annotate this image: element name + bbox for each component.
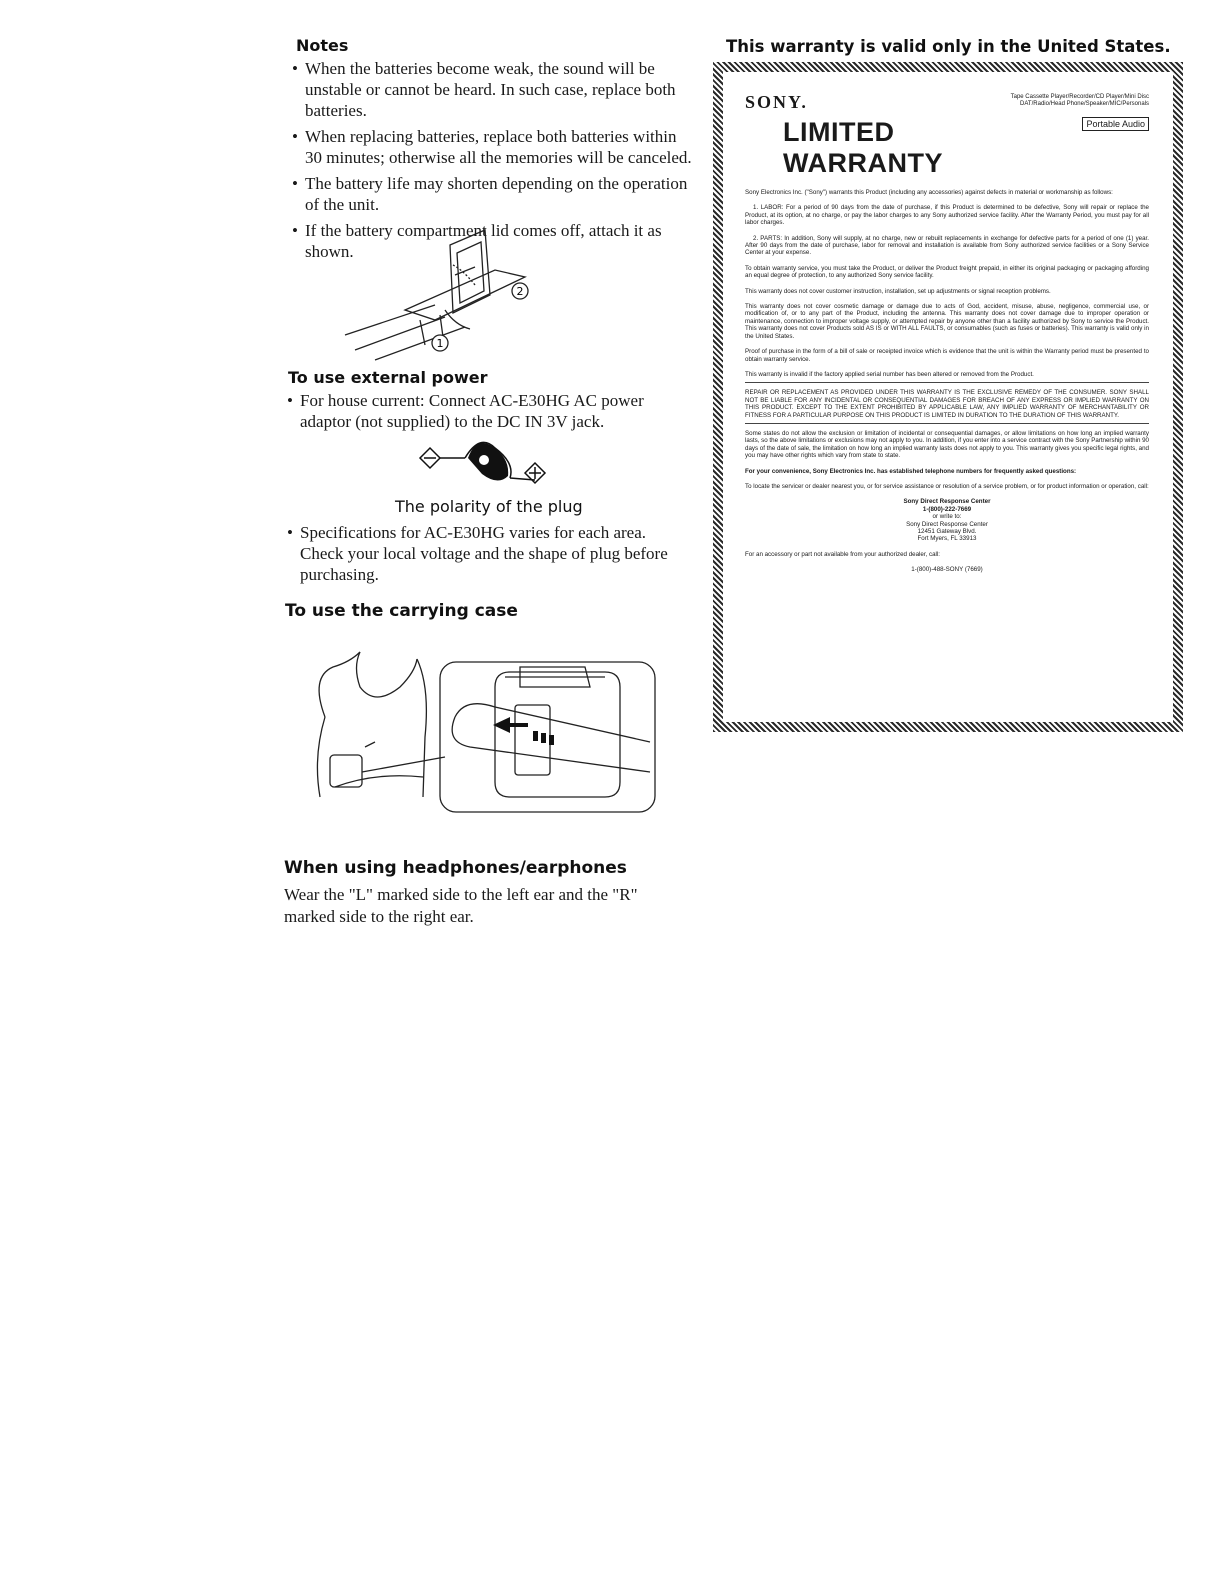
response-center-address: [745, 498, 1149, 542]
warranty-labor: 1. LABOR: For a period of 90 days from the date of purchase, if this Product is determined to be defective, Sony will repair or replace the Product, at its option, at no charge, or pay the labor charges to any Sony authorized service facility. After the Warranty Period, you must pay for all labor charges.: [745, 204, 1149, 227]
callout-2: 2: [516, 285, 524, 298]
center-phone: 1-(800)-222-7669: [922, 505, 972, 513]
external-power-heading: To use external power: [288, 368, 488, 387]
divider: [745, 382, 1149, 383]
headphones-text-1: Wear the "L" marked side to the left ear and the "R": [284, 885, 638, 904]
polarity-plug-icon: [410, 428, 555, 498]
carrying-case-illustration: [305, 647, 665, 822]
address-line-2: 12451 Gateway Blvd.: [917, 528, 977, 535]
warranty-locate: To locate the servicer or dealer nearest you, or for service assistance or resolution of a service problem, or for product information or operation, call:: [745, 482, 1149, 490]
center-name: Sony Direct Response Center: [903, 498, 991, 506]
sony-logo: SONY.: [745, 92, 808, 112]
note-item: • The battery life may shorten depending on the operation of the unit.: [288, 173, 693, 215]
spec-item: • Specifications for AC-E30HG varies for each area. Check your local voltage and the shape of plug before purchasing.: [283, 522, 693, 585]
warranty-remedy: REPAIR OR REPLACEMENT AS PROVIDED UNDER THIS WARRANTY IS THE EXCLUSIVE REMEDY OF THE CONSUMER. SONY SHALL NOT BE LIABLE FOR ANY INCIDENTAL OR CONSEQUENTIAL DAMAGES FOR BREACH OF ANY EXPRESS OR IMPLIED WARRANTY ON THIS PRODUCT. EXCEPT TO THE EXTENT PROHIBITED BY APPLICABLE LAW, ANY IMPLIED WARRANTY OF MERCHANTABILITY OR FITNESS FOR A PARTICULAR PURPOSE ON THIS PRODUCT IS LIMITED IN DURATION TO THE DURATION OF THIS WARRANTY.: [745, 389, 1149, 419]
warranty-products: [964, 94, 1149, 108]
notes-heading: Notes: [296, 36, 349, 55]
warranty-parts: 2. PARTS: In addition, Sony will supply, at no charge, new or rebuilt replacements in exchange for defective parts for a period of one (1) year. After 90 days from the date of purchase, labor for removal and installation is available from Sony authorized service facilities or a Sony Service Center at your expense.: [745, 234, 1149, 257]
warranty-not-cover-2: This warranty does not cover cosmetic damage or damage due to acts of God, accident, misuse, abuse, negligence, commercial use, or modification of, or to any part of the Product, including the antenna. This warranty does not cover damage due to improper operation or maintenance, connection to improper voltage supply, or attempted repair by anyone other than a facility authorized by Sony to service the Product. This warranty does not cover Products sold AS IS or WITH ALL FAULTS, or consumables (such as fuses or batteries). This warranty is valid only in the United States.: [745, 303, 1149, 340]
divider: [745, 423, 1149, 424]
warranty-title: LIMITED WARRANTY: [783, 117, 943, 178]
battery-lid-illustration: [335, 225, 560, 365]
warranty-accessory: For an accessory or part not available from your authorized dealer, call:: [745, 550, 941, 558]
polarity-caption: The polarity of the plug: [395, 497, 583, 516]
address-line-1: Sony Direct Response Center: [906, 520, 988, 528]
products-line-2: DAT/Radio/Head Phone/Speaker/MIC/Personals: [1020, 101, 1149, 107]
portable-audio-badge: Portable Audio: [1082, 117, 1149, 131]
warranty-intro: Sony Electronics Inc. ("Sony") warrants this Product (including any accessories) against defects in material or workmanship as follows:: [745, 189, 1113, 196]
headphones-heading: When using headphones/earphones: [284, 858, 627, 878]
carrying-case-heading: To use the carrying case: [285, 601, 518, 621]
note-item: • When the batteries become weak, the sound will be unstable or cannot be heard. In such case, replace both batteries.: [288, 58, 693, 121]
warranty-convenience: For your convenience, Sony Electronics Inc. has established telephone numbers for frequently asked questions:: [745, 467, 1077, 475]
note-item: • When replacing batteries, replace both batteries within 30 minutes; otherwise all the memories will be canceled.: [288, 126, 693, 168]
warranty-valid-heading: This warranty is valid only in the United States.: [726, 37, 1171, 56]
warranty-card: [713, 62, 1183, 732]
spec-list: [283, 522, 693, 590]
warranty-not-cover-1: This warranty does not cover customer instruction, installation, set up adjustments or signal reception problems.: [745, 287, 1051, 295]
external-power-item: • For house current: Connect AC-E30HG AC power adaptor (not supplied) to the DC IN 3V jack.: [283, 390, 678, 432]
or-write: or write to:: [932, 513, 962, 521]
warranty-obtain: To obtain warranty service, you must take the Product, or deliver the Product freight prepaid, in either its original packaging or packaging affording an equal degree of protection, to any authorized Sony service facility.: [745, 264, 1149, 280]
warranty-states: Some states do not allow the exclusion or limitation of incidental or consequential damages, or allow limitations on how long an implied warranty lasts, so the above limitations or exclusions may not apply to you. In addition, if you enter into a service contract with the Sony Partnership within 90 days of the date of sale, the limitation on how long an implied warranty lasts does not apply to you. This warranty gives you specific legal rights, and you may have other rights which vary from state to state.: [745, 429, 1149, 460]
address-line-3: Fort Myers, FL 33913: [917, 535, 977, 543]
warranty-proof: Proof of purchase in the form of a bill of sale or receipted invoice which is evidence that the unit is within the Warranty period must be presented to obtain warranty service.: [745, 348, 1149, 363]
headphones-text-2: marked side to the right ear.: [284, 907, 474, 926]
warranty-invalid: This warranty is invalid if the factory applied serial number has been altered or removed from the Product.: [745, 370, 1034, 378]
accessory-phone: 1-(800)-488-SONY (7669): [911, 566, 983, 574]
note-item: • If the battery compartment lid comes off, attach it as shown.: [288, 220, 693, 262]
products-line-1: Tape Cassette Player/Recorder/CD Player/Mini Disc: [1010, 94, 1149, 100]
callout-1: 1: [436, 337, 444, 350]
